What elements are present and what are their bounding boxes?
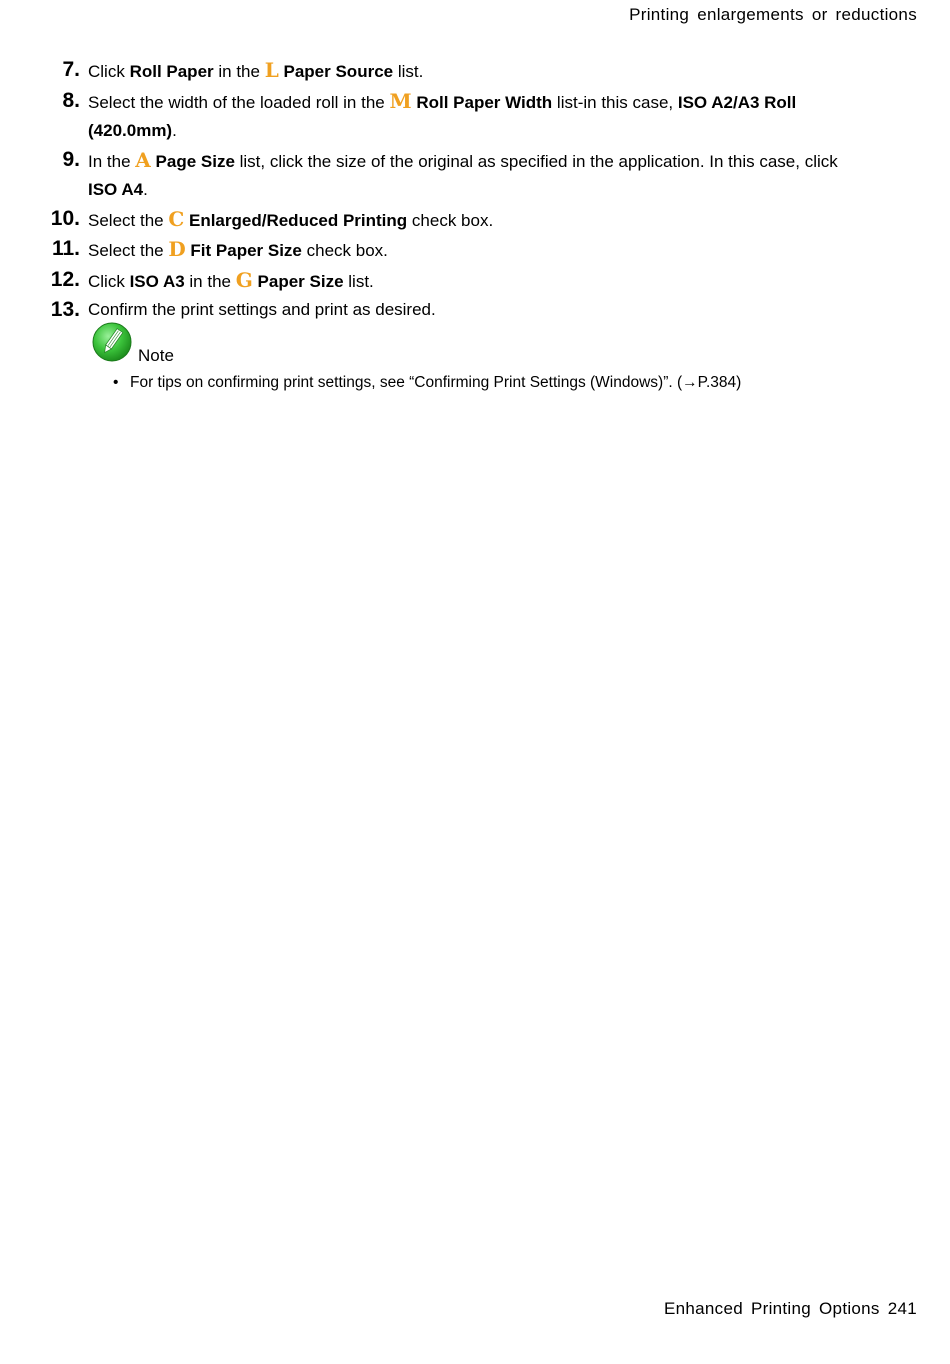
step-text: Select the width of the loaded roll in the M Roll Paper Width list-in this case, ISO A2/A3 Roll (420.0mm). [88,88,797,140]
step-8 [40,87,870,146]
step-10 [40,205,870,236]
option-paper-size: Paper Size [257,271,344,291]
callout-marker-m: M [389,88,412,113]
step-9 [40,146,870,205]
step-number: 11. [51,237,80,260]
header-title: Printing enlargements or reductions [629,5,917,24]
page-footer [664,1299,917,1319]
step-13 [40,296,870,325]
callout-marker-a: A [135,147,151,172]
option-page-size: Page Size [155,151,235,171]
step-text: Select the D Fit Paper Size check box. [88,237,388,261]
bullet-icon: • [113,374,119,391]
step-number: 10. [50,206,80,230]
step-12 [40,266,870,297]
note-box [92,322,852,394]
note-label: Note [138,346,174,365]
option-iso-a4: ISO A4 [88,180,144,199]
step-number: 12. [50,267,80,291]
callout-marker-g: G [235,267,253,292]
note-item [92,372,852,394]
step-number: 7. [62,58,80,81]
note-list [92,372,852,394]
step-number: 13. [50,298,80,321]
option-roll-paper: Roll Paper [129,62,214,81]
option-paper-source: Paper Source [283,62,394,81]
option-fit-paper-size: Fit Paper Size [190,241,302,260]
step-number: 8. [62,88,80,112]
callout-marker-d: D [168,237,186,261]
footer-section: Enhanced Printing Options [663,1299,880,1318]
callout-marker-l: L [264,58,279,82]
step-list [40,56,870,325]
step-text: Click ISO A3 in the G Paper Size list. [88,267,374,292]
note-item-text: For tips on confirming print settings, see “Confirming Print Settings (Windows)”. (→P.384) [130,374,742,391]
step-text: Confirm the print settings and print as desired. [88,300,436,319]
option-iso-a3: ISO A3 [129,271,185,291]
step-text: In the A Page Size list, click the size of the original as specified in the application. In this case, click ISO A4. [88,147,838,199]
option-iso-a2-a3-roll: ISO A2/A3 Roll (420.0mm) [88,92,797,140]
step-11 [40,235,870,266]
callout-marker-c: C [168,206,185,231]
pencil-note-icon [92,322,132,362]
page-number: 241 [887,1299,917,1318]
option-roll-paper-width: Roll Paper Width [416,92,553,112]
step-7 [40,56,870,87]
step-text: Click Roll Paper in the L Paper Source list. [88,58,424,82]
step-text: Select the C Enlarged/Reduced Printing check box. [88,206,494,231]
note-header [92,322,852,365]
option-enlarged-reduced-printing: Enlarged/Reduced Printing [188,210,408,230]
step-number: 9. [62,147,80,171]
page-header [629,5,917,25]
